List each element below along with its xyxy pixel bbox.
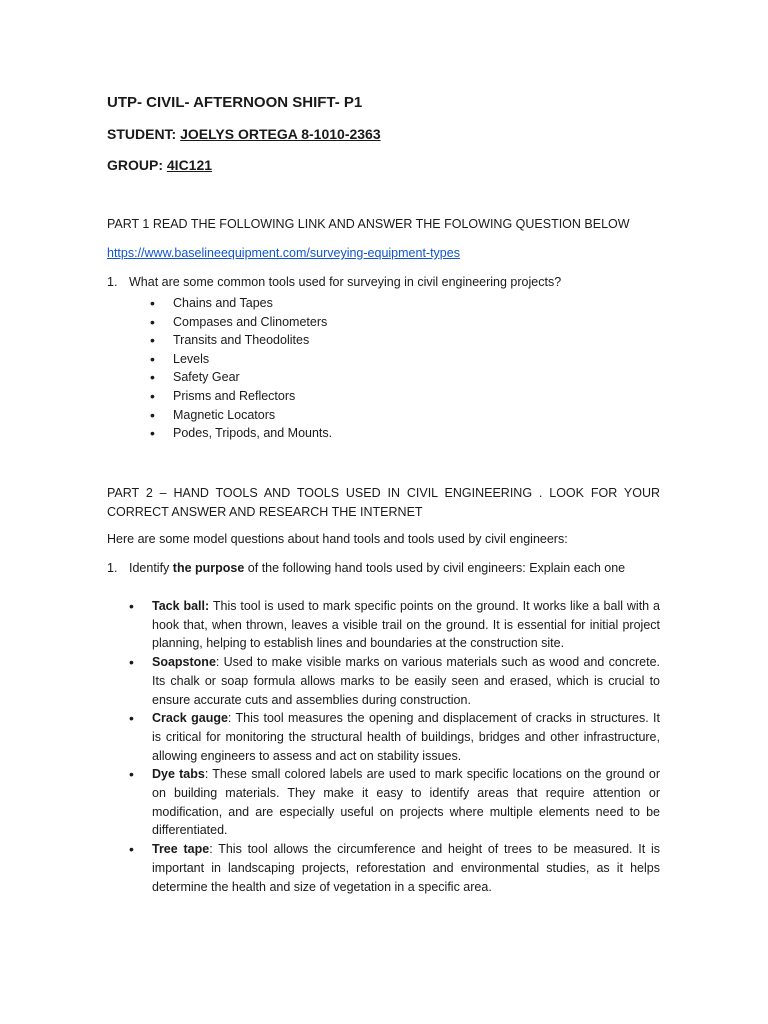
bullet-icon: •	[150, 387, 155, 404]
bullet-icon: •	[150, 350, 155, 367]
definition-item	[127, 765, 660, 840]
list-item-text: Prisms and Reflectors	[173, 388, 296, 403]
definition-term: Tree tape	[152, 842, 210, 857]
list-item	[150, 424, 332, 443]
list-item	[150, 331, 332, 350]
definition-item	[127, 597, 660, 653]
question-number: 1.	[107, 275, 118, 289]
definition-term: Soapstone	[152, 655, 216, 670]
survey-tools-list	[150, 294, 332, 443]
part2-intro: Here are some model questions about hand tools and tools used by civil engineers:	[107, 532, 568, 546]
question-number: 1.	[107, 561, 118, 575]
question-pre: Identify	[129, 561, 173, 575]
group-code: 4IC121	[166, 157, 213, 173]
list-item-text: Magnetic Locators	[173, 407, 276, 422]
list-item	[150, 387, 332, 406]
definition-text: This tool is used to mark specific points on the ground. It works like a ball with a hook that, when thrown, leaves a visible trail on the ground. It is essential for initial project planning, helping to establish lines and boundaries at the construction site.	[152, 599, 660, 651]
bullet-icon: •	[129, 841, 134, 858]
list-item-text: Podes, Tripods, and Mounts.	[173, 426, 333, 441]
bullet-icon: •	[129, 766, 134, 783]
bullet-icon: •	[150, 425, 155, 442]
definition-item	[127, 709, 660, 765]
bullet-icon: •	[150, 295, 155, 311]
part1-question	[107, 275, 561, 289]
group-line	[107, 157, 212, 173]
bullet-icon: •	[150, 332, 155, 349]
bullet-icon: •	[150, 369, 155, 386]
bullet-icon: •	[129, 598, 134, 614]
definition-text: : These small colored labels are used to mark specific locations on the ground or on building materials. They make it easy to identify areas that require attention or modification, and are especially useful on projects where multiple elements need to be differentiated.	[152, 767, 660, 838]
list-item	[150, 313, 332, 332]
list-item-text: Levels	[173, 351, 210, 366]
student-line	[107, 126, 381, 142]
question-post: of the following hand tools used by civil engineers: Explain each one	[244, 561, 626, 575]
list-item-text: Safety Gear	[173, 370, 240, 385]
definition-item	[127, 840, 660, 896]
list-item-text: Chains and Tapes	[173, 296, 273, 310]
definition-text: : Used to make visible marks on various materials such as wood and concrete. Its chalk or soap formula allows marks to be easily seen and erased, which is crucial to ensure accurate cuts and assemblies during construction.	[152, 655, 660, 707]
list-item	[150, 368, 332, 387]
list-item	[150, 350, 332, 369]
definition-text: : This tool measures the opening and displacement of cracks in structures. It is critical for monitoring the structural health of buildings, bridges and other infrastructure, allowing engineers to assess and act on stability issues.	[152, 711, 661, 763]
list-item-text: Transits and Theodolites	[173, 333, 310, 348]
document-title: UTP- CIVIL- AFTERNOON SHIFT- P1	[107, 94, 363, 111]
reference-link[interactable]: https://www.baselineequipment.com/surveying-equipment-types	[107, 246, 460, 260]
definition-term: Tack ball:	[152, 599, 210, 613]
part1-heading: PART 1 READ THE FOLLOWING LINK AND ANSWER THE FOLOWING QUESTION BELOW	[107, 217, 630, 231]
question-emphasis: the purpose	[172, 561, 245, 575]
part2-question	[107, 561, 625, 575]
bullet-icon: •	[129, 710, 134, 727]
part2-heading: PART 2 – HAND TOOLS AND TOOLS USED IN CIVIL ENGINEERING . LOOK FOR YOUR CORRECT ANSWER AND RESEARCH THE INTERNET	[107, 486, 660, 519]
hand-tools-definitions	[127, 597, 660, 896]
student-label: STUDENT:	[107, 126, 181, 142]
question-text: What are some common tools used for surveying in civil engineering projects?	[129, 275, 562, 289]
definition-text: : This tool allows the circumference and height of trees to be measured. It is important in landscaping projects, reforestation and environmental studies, as it helps determine the health and size of vegetation in a specific area.	[152, 842, 661, 894]
group-label: GROUP:	[107, 157, 167, 173]
bullet-icon: •	[150, 313, 155, 330]
list-item-text: Compases and Clinometers	[173, 314, 328, 329]
list-item	[150, 406, 332, 425]
definition-term: Crack gauge	[152, 711, 228, 726]
bullet-icon: •	[129, 654, 134, 671]
definition-term: Dye tabs	[152, 767, 205, 782]
bullet-icon: •	[150, 406, 155, 423]
definition-item	[127, 653, 660, 709]
student-name: JOELYS ORTEGA 8-1010-2363	[180, 126, 381, 142]
list-item	[150, 294, 332, 313]
